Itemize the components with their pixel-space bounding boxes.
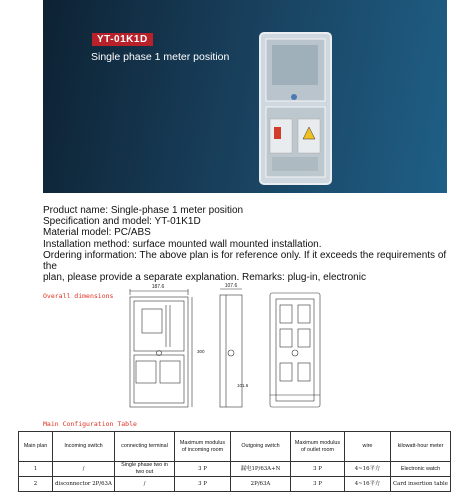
header-wire: wire: [345, 432, 391, 462]
model-tag: YT-01K1D: [92, 33, 153, 46]
table-header-row: [19, 432, 451, 462]
header-meter: kilowatt-hour meter: [391, 432, 451, 462]
table-cell: /: [53, 462, 115, 477]
table-cell: 3 P: [175, 462, 231, 477]
table-cell: disconnector 2P/63A: [53, 477, 115, 492]
product-banner: [43, 0, 447, 193]
table-cell: 4~16平方: [345, 462, 391, 477]
table-cell: Electronic watch: [391, 462, 451, 477]
header-main-plan: Main plan: [19, 432, 53, 462]
table-cell: 3 P: [291, 462, 345, 477]
table-cell: /: [115, 477, 175, 492]
ordering-info-line-1: Ordering information: The above plan is for reference only. If it exceeds the requirements of the: [43, 249, 447, 273]
header-incoming-switch: Incoming switch: [53, 432, 115, 462]
table-cell: Single phase two in two out: [115, 462, 175, 477]
table-cell: 漏电1P/63A+N: [231, 462, 291, 477]
dim-side-width: 107.6: [224, 283, 238, 289]
table-cell: 2P/63A: [231, 477, 291, 492]
dimensions-title: Overall dimensions: [43, 292, 114, 300]
product-name: Product name: Single-phase 1 meter position: [43, 205, 244, 216]
table-cell: 1: [19, 462, 53, 477]
table-cell: 2: [19, 477, 53, 492]
table-cell: 3 P: [291, 477, 345, 492]
table-cell: Card insertion table: [391, 477, 451, 492]
header-incoming-modulus: Maximum modulus of incoming room: [175, 432, 231, 462]
header-outgoing-switch: Outgoing switch: [231, 432, 291, 462]
dimension-drawing: [120, 283, 340, 413]
product-model: Specification and model: YT-01K1D: [43, 216, 201, 228]
installation-method: Installation method: surface mounted wall mounted installation.: [43, 238, 322, 250]
product-material: Material model: PC/ABS: [43, 227, 151, 239]
table-cell: 3 P: [175, 477, 231, 492]
config-table: [18, 431, 451, 492]
ordering-info-line-2: plan, please provide a separate explanation. Remarks: plug-in, electronic: [43, 272, 366, 284]
table-cell: 4~16平方: [345, 477, 391, 492]
dim-height: 300: [197, 349, 205, 354]
table-row: [19, 462, 451, 477]
meter-box-photo: [258, 31, 333, 186]
table-row: [19, 477, 451, 492]
header-outlet-modulus: Maximum modulus of outlet room: [291, 432, 345, 462]
header-connecting-terminal: connecting terminal: [115, 432, 175, 462]
banner-title: Single phase 1 meter position: [91, 51, 230, 63]
product-specs: [43, 205, 453, 283]
dim-front-width: 187.6: [151, 284, 165, 290]
config-table-title: Main Configuration Table: [43, 420, 137, 428]
dim-inner: 101.6: [237, 383, 249, 388]
